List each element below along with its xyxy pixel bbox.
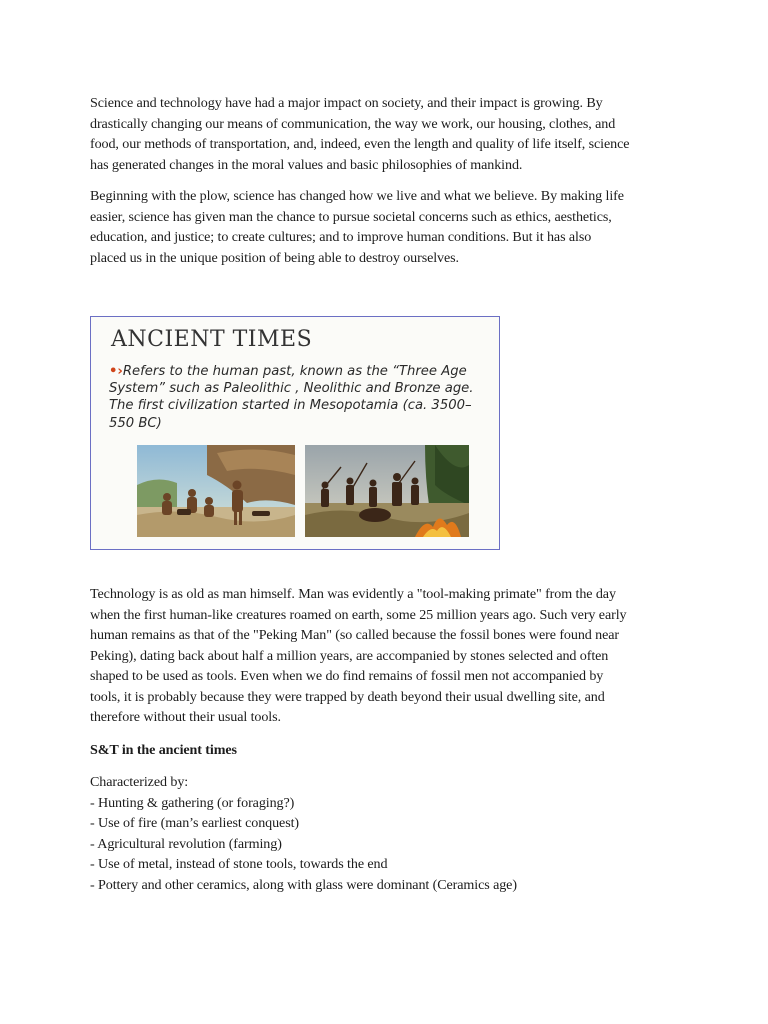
paragraph-line: tools, it is probably because they were trapped by death beyond their usual dwelling site, and bbox=[90, 688, 605, 705]
list-item: - Use of fire (man’s earliest conquest) bbox=[90, 815, 299, 831]
slide-bullet-text: Refers to the human past, known as the “Three Age System” such as Paleolithic , Neolithic and Bronze age. The first civilization started in Mesopotamia (ca. 3500–550 BC) bbox=[109, 364, 474, 431]
paragraph-line: has generated changes in the moral values and basic philosophies of mankind. bbox=[90, 156, 523, 173]
bullet-icon: •› bbox=[109, 364, 123, 379]
paragraph-line: education, and justice; to create cultures; and to improve human conditions. But it has also bbox=[90, 229, 592, 245]
section-heading: S&T in the ancient times bbox=[90, 742, 237, 758]
paragraph-line: Peking), dating back about half a million years, are accompanied by stones selected and often bbox=[90, 647, 609, 664]
characteristics-list bbox=[90, 772, 685, 895]
slide-title: ANCIENT TIMES bbox=[111, 327, 313, 352]
list-item: - Hunting & gathering (or foraging?) bbox=[90, 794, 295, 811]
paragraph-line: therefore without their usual tools. bbox=[90, 709, 281, 725]
paragraph-line: human remains as that of the "Peking Man" (so called because the fossil bones were found near bbox=[90, 627, 619, 643]
paragraph-line: Technology is as old as man himself. Man was evidently a "tool-making primate" from the day bbox=[90, 586, 616, 602]
list-intro: Characterized by: bbox=[90, 774, 189, 790]
paragraph-line: drastically changing our means of communication, the way we work, our housing, clothes, and bbox=[90, 115, 616, 132]
list-item: - Agricultural revolution (farming) bbox=[90, 835, 282, 852]
paragraph-line: placed us in the unique position of being able to destroy ourselves. bbox=[90, 249, 459, 266]
paragraph-technology bbox=[90, 584, 685, 728]
list-item: - Use of metal, instead of stone tools, towards the end bbox=[90, 856, 388, 872]
paragraph-line: food, our methods of transportation, and, indeed, even the length and quality of life itself, science bbox=[90, 136, 630, 152]
slide-bullet bbox=[109, 363, 494, 432]
paragraph-line: Science and technology have had a major impact on society, and their impact is growing. By bbox=[90, 95, 603, 111]
ancient-times-slide-image bbox=[90, 316, 500, 550]
paragraph-plow bbox=[90, 186, 685, 268]
cave-people-illustration bbox=[137, 445, 295, 537]
paragraph-line: easier, science has given man the chance to pursue societal concerns such as ethics, aesthetics, bbox=[90, 208, 612, 225]
paragraph-line: shaped to be used as tools. Even when we do find remains of fossil men not accompanied by bbox=[90, 668, 604, 684]
paragraph-line: Beginning with the plow, science has changed how we live and what we believe. By making life bbox=[90, 188, 624, 204]
paragraph-intro bbox=[90, 93, 685, 175]
hunting-scene-illustration bbox=[305, 445, 469, 537]
list-item: - Pottery and other ceramics, along with glass were dominant (Ceramics age) bbox=[90, 876, 517, 893]
paragraph-line: when the first human-like creatures roamed on earth, some 25 million years ago. Such very early bbox=[90, 606, 627, 623]
